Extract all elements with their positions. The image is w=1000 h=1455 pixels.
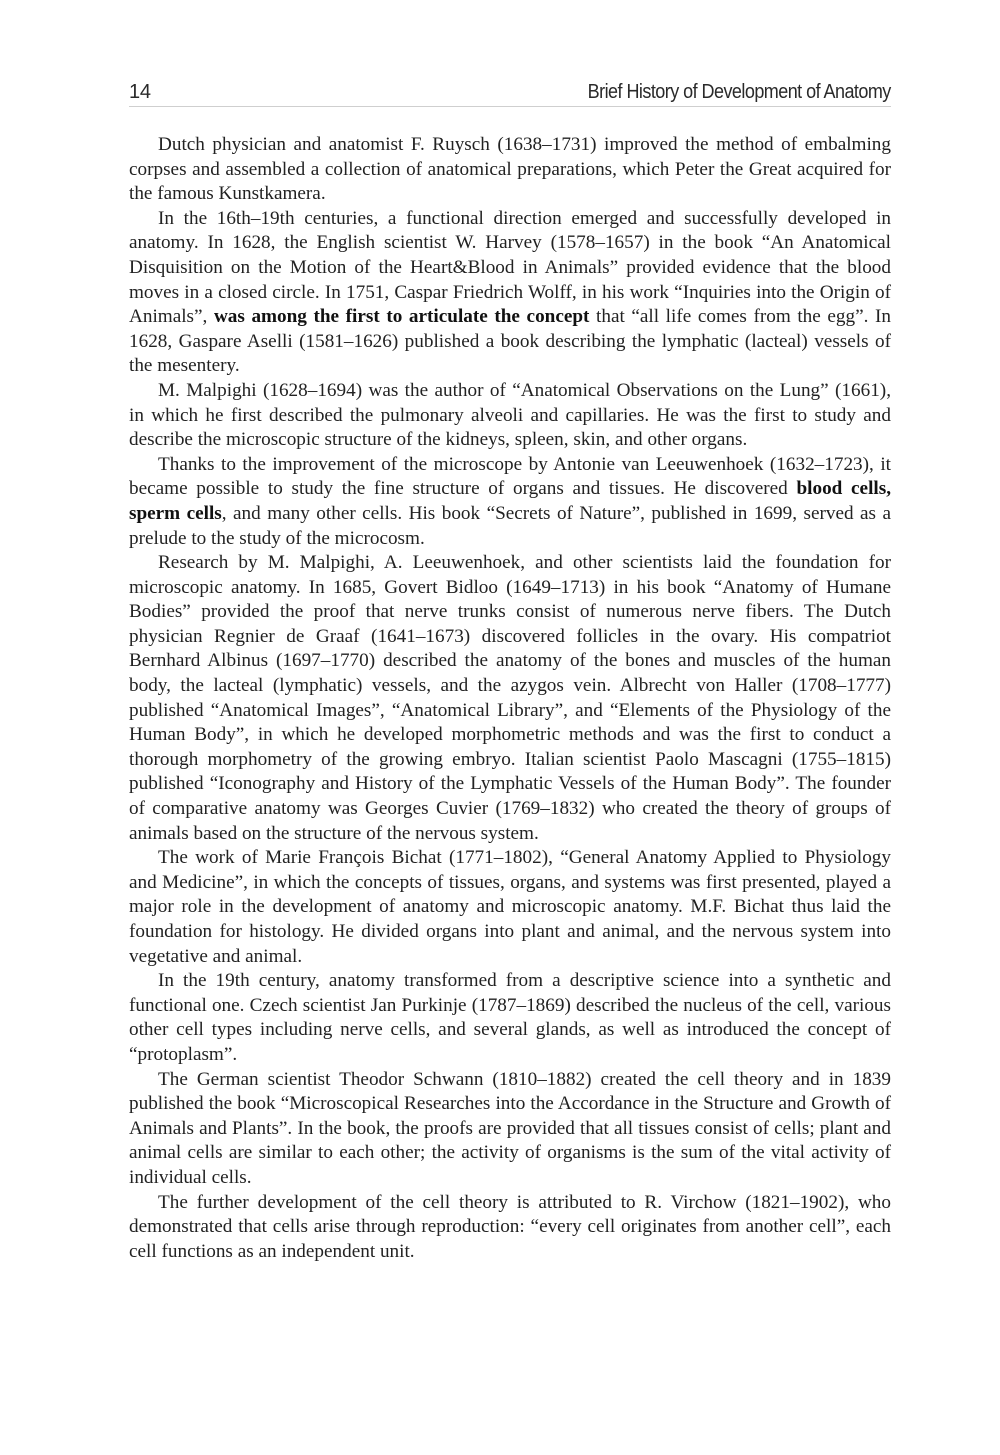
paragraph-text-segment: , and many other cells. His book “Secrets of Nature”, published in 1699, served as a prelude to the study of the microcosm. (129, 502, 891, 549)
paragraph-virchow: The further development of the cell theory is attributed to R. Virchow (1821–1902), who demonstrated that cells arise through reproduction: “every cell originates from another cell”, each cell functions as an independent unit. (129, 1191, 891, 1262)
paragraph-functional-direction (129, 207, 891, 379)
bold-phrase: blood cells, sperm cells (129, 478, 891, 524)
bold-phrase: was among the first to articulate the concept (213, 306, 590, 328)
body-text (129, 133, 891, 1264)
paragraph-text-segment: Thanks to the improvement of the microscope by Antonie van Leeuwenhoek (1632–1723), it became possible to study the fine structure of organs and tissues. He discovered (129, 453, 891, 500)
paragraph-19th-century: In the 19th century, anatomy transformed from a descriptive science into a synthetic and functional one. Czech scientist Jan Purkinje (1787–1869) described the nucleus of the cell, various other cell types including nerve cells, and several glands, as well as introduced the concept of “protoplasm”. (129, 970, 891, 1065)
paragraph-bichat: The work of Marie François Bichat (1771–1802), “General Anatomy Applied to Physiology and Medicine”, in which the concepts of tissues, organs, and systems was first presented, played a major role in the development of anatomy and microscopic anatomy. M.F. Bichat thus laid the foundation for histology. He divided organs into plant and animal, and the nervous system into vegetative and animal. (129, 847, 891, 967)
paragraph-text-segment: In the 16th–19th centuries, a functional direction emerged and successfully developed in anatomy. In 1628, the English scientist W. Harvey (1578–1657) in the book “An Anatomical Disquisition on the Motion of the Heart&Blood in Animals” provided evidence that the blood moves in a closed circle. In 1751, Caspar Friedrich Wolff, in his work “Inquiries into the Origin of Animals”, (129, 207, 891, 328)
paragraph-microscopic-anatomy: Research by M. Malpighi, A. Leeuwenhoek, and other scientists laid the foundation for microscopic anatomy. In 1685, Govert Bidloo (1649–1713) in his book “Anatomy of Humane Bodies” provided the proof that nerve trunks consist of numerous nerve fibers. The Dutch physician Regnier de Graaf (1641–1673) discovered follicles in the ovary. His compatriot Bernhard Albinus (1697–1770) described the anatomy of the bones and muscles of the human body, the lacteal (lymphatic) vessels, and the azygos vein. Albrecht von Haller (1708–1777) published “Anatomical Images”, “Anatomical Library”, and “Elements of the Physiology of the Human Body”, in which he developed morphometric methods and was the first to conduct a thorough morphometry of the growing embryo. Italian scientist Paolo Mascagni (1755–1815) published “Iconography and History of the Lymphatic Vessels of the Human Body”. The founder of comparative anatomy was Georges Cuvier (1769–1832) who created the theory of groups of animals based on the structure of the nervous system. (129, 552, 891, 844)
running-title: Brief History of Development of Anatomy (587, 81, 891, 103)
paragraph-text-segment: that “all life comes from the egg”. In 1628, Gaspare Aselli (1581–1626) published a book describing the lymphatic (lacteal) vessels of the mesentery. (129, 306, 891, 377)
paragraph-schwann: The German scientist Theodor Schwann (1810–1882) created the cell theory and in 1839 published the book “Microscopical Researches into the Accordance in the Structure and Growth of Animals and Plants”. In the book, the proofs are provided that all tissues consist of cells; plant and animal cells are similar to each other; the activity of organisms is the sum of the vital activity of individual cells. (129, 1068, 891, 1188)
paragraph-leeuwenhoek (129, 453, 891, 551)
paragraph-ruysch: Dutch physician and anatomist F. Ruysch (1638–1731) improved the method of embalming corpses and assembled a collection of anatomical preparations, which Peter the Great acquired for the famous Kunstkamera. (129, 134, 891, 205)
page-header (129, 72, 891, 107)
page-number: 14 (129, 81, 151, 103)
paragraph-malpighi: M. Malpighi (1628–1694) was the author of “Anatomical Observations on the Lung” (1661), in which he first described the pulmonary alveoli and capillaries. He was the first to study and describe the microscopic structure of the kidneys, spleen, skin, and other organs. (129, 379, 891, 451)
